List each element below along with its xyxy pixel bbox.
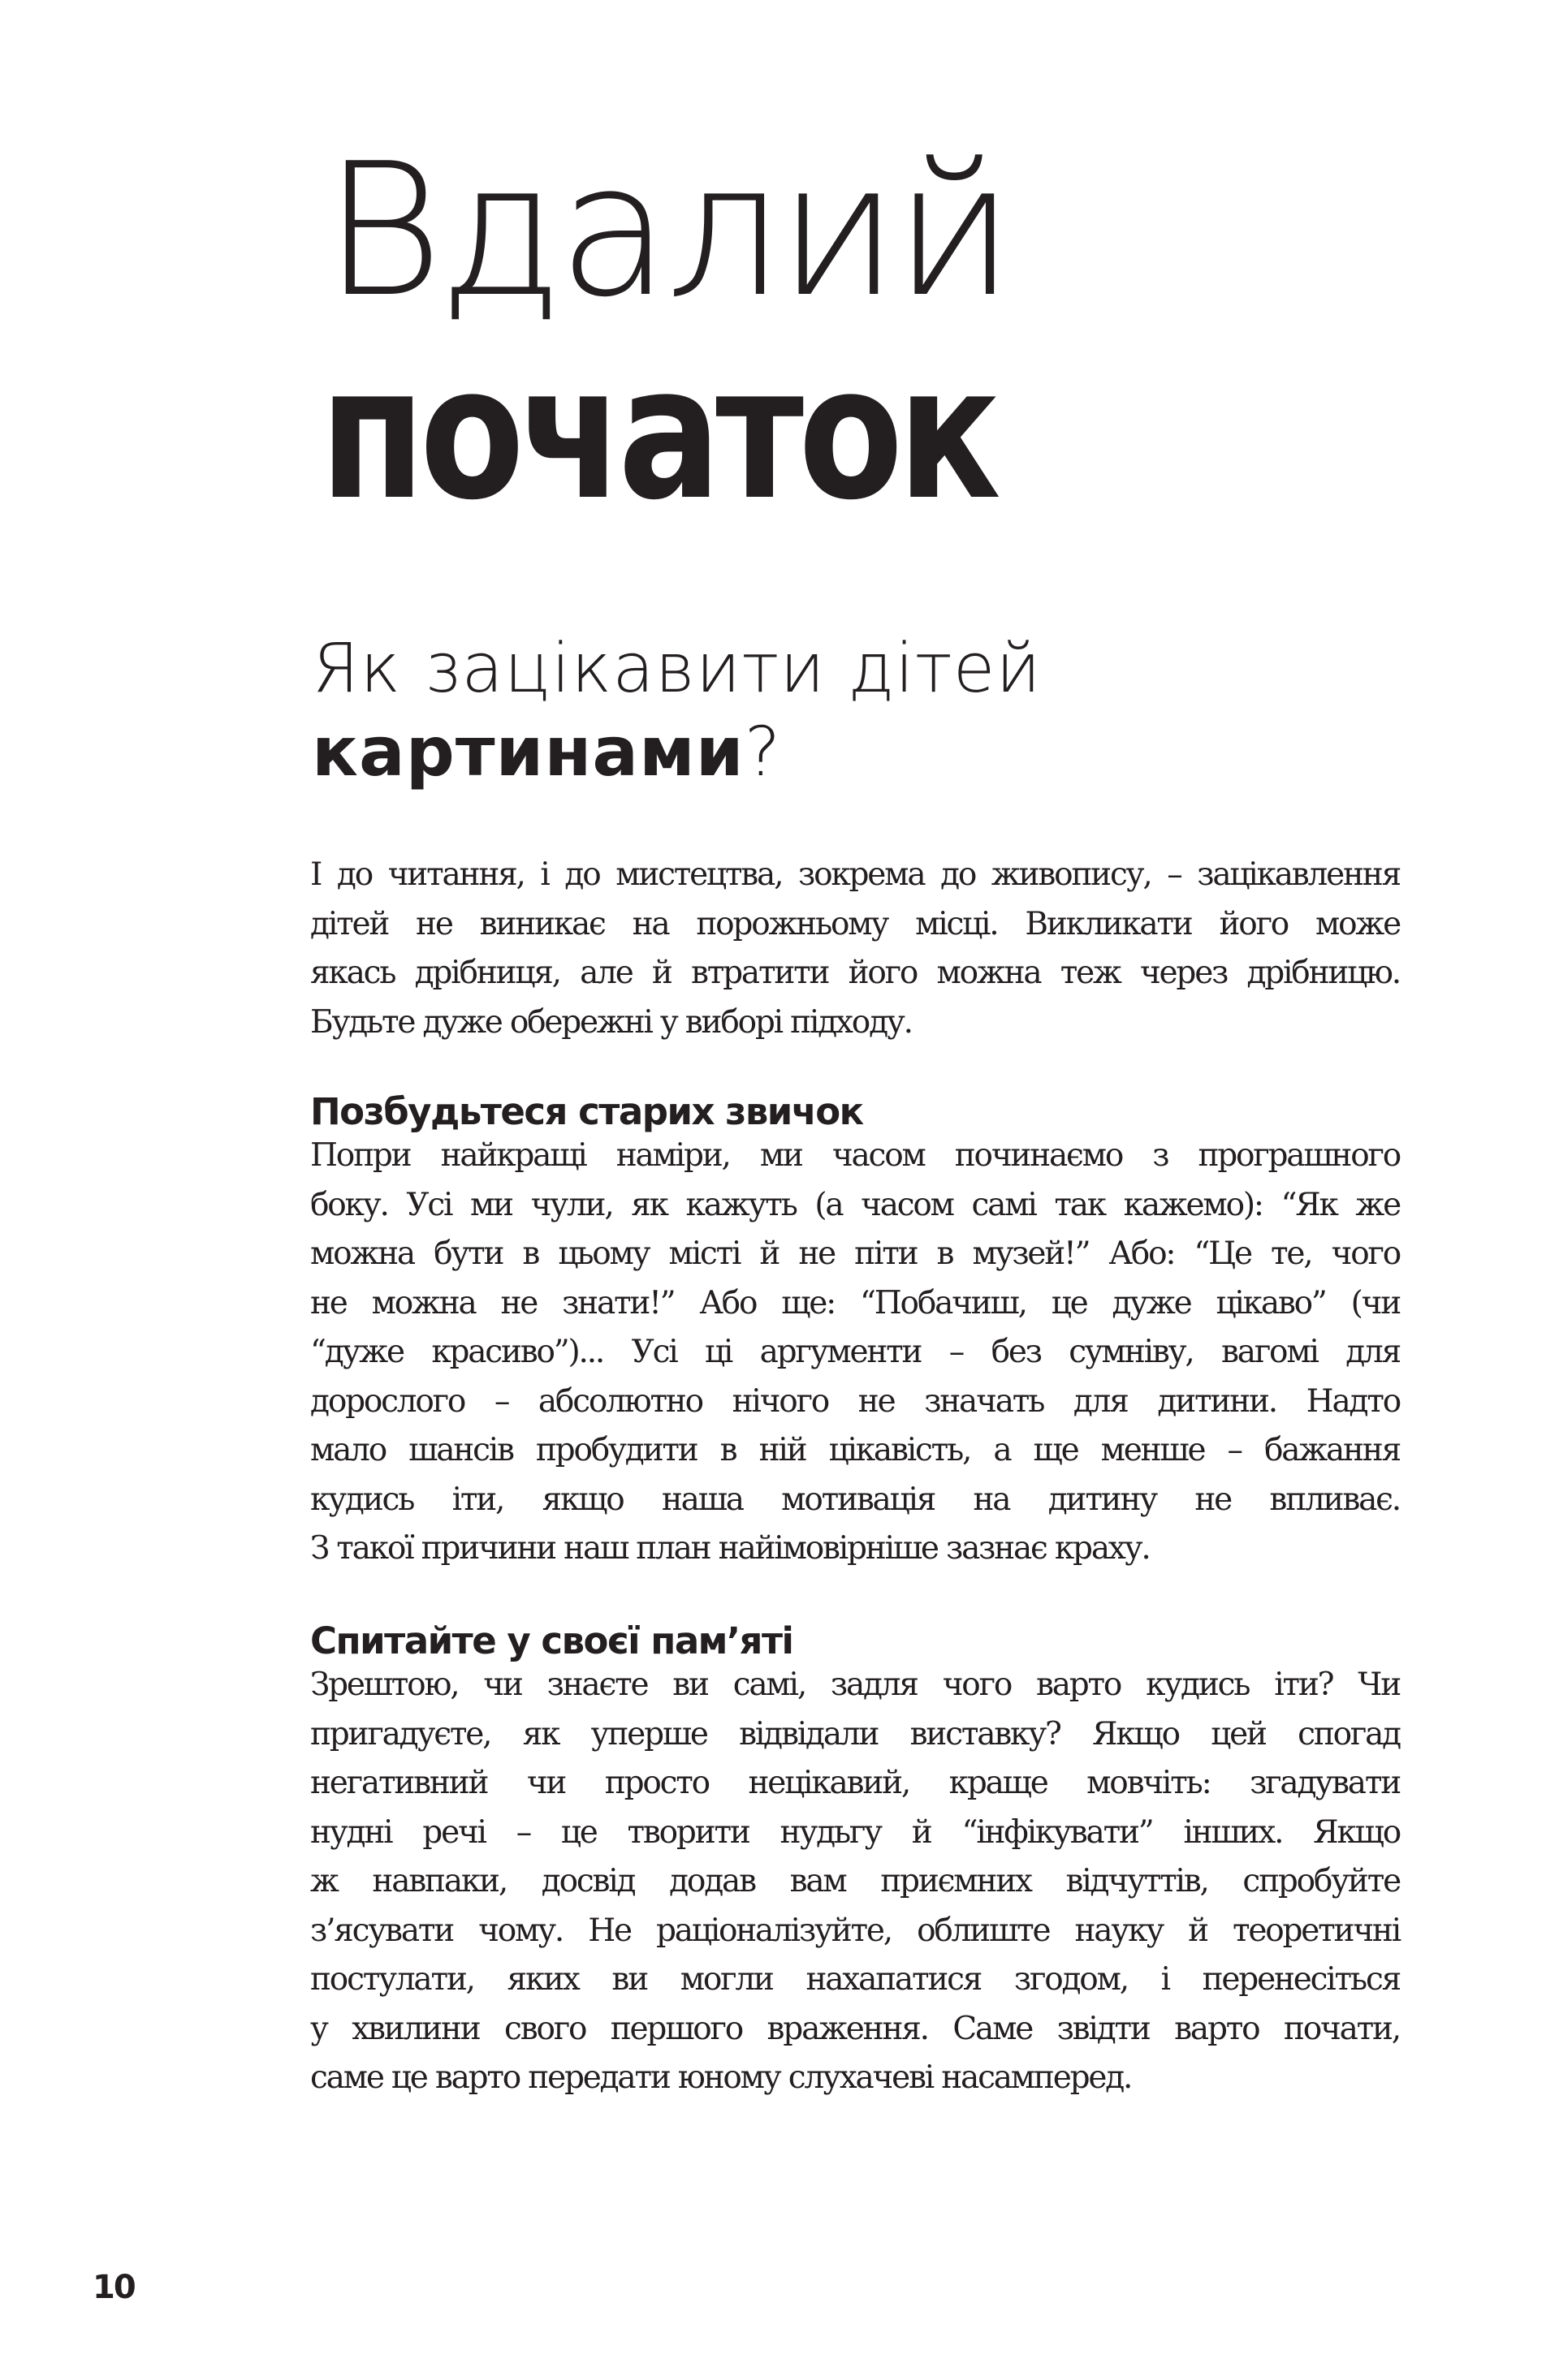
paragraph-line: з’ясувати чому. Не раціоналізуйте, облиште науку й теоретичні	[310, 1912, 1400, 1949]
paragraph-line: боку. Усі ми чули, як кажуть (а часом самі так кажемо): “Як же	[310, 1186, 1400, 1223]
paragraph-line: можна бути в цьому місті й не піти в музей!” Або: “Це те, чого	[310, 1235, 1400, 1272]
section-heading-old-habits: Позбудьтеся старих звичок	[310, 1090, 863, 1133]
paragraph-line: пригадуєте, як уперше відвідали виставку? Якщо цей спогад	[310, 1715, 1400, 1753]
chapter-title-line-1: Вдалий	[323, 124, 1010, 338]
page-number: 10	[93, 2269, 135, 2306]
paragraph-line: саме це варто передати юному слухачеві насамперед.	[310, 2059, 1132, 2096]
paragraph-line: Зрештою, чи знаєте ви самі, задля чого варто кудись іти? Чи	[310, 1666, 1400, 1703]
paragraph-line: “дуже красиво”)... Усі ці аргументи – без сумніву, вагомі для	[310, 1334, 1400, 1370]
paragraph-line: якась дрібниця, але й втратити його можна теж через дрібницю.	[310, 955, 1400, 991]
intro-paragraph	[310, 851, 1400, 1047]
subtitle-emphasis: картинами	[312, 712, 745, 791]
paragraph-line: не можна не знати!” Або ще: “Побачиш, це дуже цікаво” (чи	[310, 1284, 1400, 1322]
paragraph-line: ж навпаки, досвід додав вам приємних відчуттів, спробуйте	[310, 1863, 1400, 1899]
section-heading-memory: Спитайте у своєї пам’яті	[310, 1619, 793, 1662]
subtitle-question-mark: ?	[744, 712, 782, 791]
paragraph-line: дітей не виникає на порожньому місці. Викликати його може	[310, 905, 1400, 942]
paragraph-line: дорослого – абсолютно нічого не значать для дитини. Надто	[310, 1382, 1400, 1420]
paragraph-line: З такої причини наш план найімовірніше зазнає краху.	[310, 1530, 1150, 1567]
paragraph-line: мало шансів пробудити в ній цікавість, а ще менше – бажання	[310, 1432, 1400, 1468]
section-paragraph-old-habits	[310, 1132, 1400, 1574]
subtitle-line-1: Як зацікавити дітей	[312, 628, 1042, 708]
section-paragraph-memory	[310, 1661, 1400, 2103]
paragraph-line: Попри найкращі наміри, ми часом починаємо з програшного	[310, 1137, 1400, 1174]
paragraph-line: у хвилини свого першого враження. Саме звідти варто почати,	[310, 2010, 1400, 2047]
paragraph-line: кудись іти, якщо наша мотивація на дитину не впливає.	[310, 1481, 1400, 1518]
paragraph-line: Будьте дуже обережні у виборі підходу.	[310, 1003, 912, 1041]
chapter-subtitle	[312, 627, 1042, 794]
paragraph-line: негативний чи просто нецікавий, краще мовчіть: згадувати	[310, 1765, 1400, 1801]
paragraph-line: нудні речі – це творити нудьгу й “інфікувати” інших. Якщо	[310, 1813, 1400, 1851]
chapter-title-line-2: початок	[320, 327, 996, 541]
paragraph-line: І до читання, і до мистецтва, зокрема до живопису, – зацікавлення	[310, 856, 1400, 893]
paragraph-line: постулати, яких ви могли нахапатися згодом, і перенесіться	[310, 1961, 1400, 1998]
